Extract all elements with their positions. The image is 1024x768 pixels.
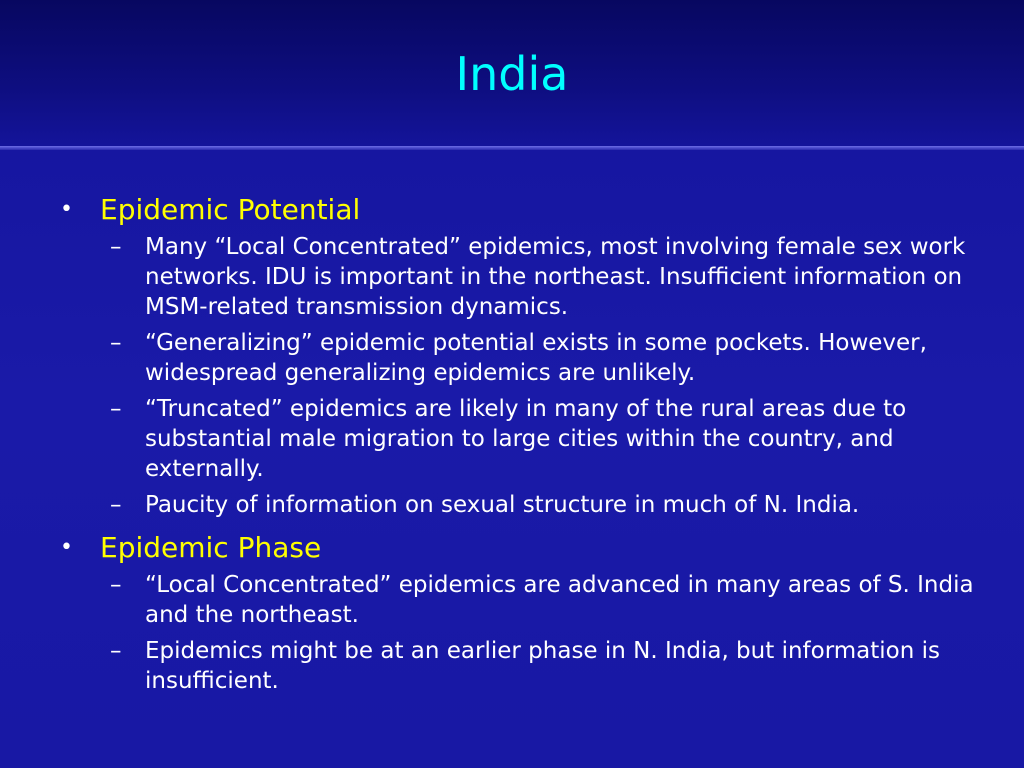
sub-item (60, 232, 980, 322)
dash-icon: – (110, 492, 122, 518)
title-divider (0, 146, 1024, 150)
sub-item (60, 636, 980, 696)
sub-item-text: “Local Concentrated” epidemics are advanced in many areas of S. India and the northeast. (145, 572, 974, 628)
sub-item-text: Epidemics might be at an earlier phase in N. India, but information is insufficient. (145, 638, 940, 694)
dash-icon: – (110, 396, 122, 422)
sub-item (60, 328, 980, 388)
dash-icon: – (110, 234, 122, 260)
bullet-heading: Epidemic Phase (100, 531, 322, 564)
sub-item-text: Many “Local Concentrated” epidemics, most involving female sex work networks. IDU is important in the northeast. Insufficient information on MSM-related transmission dynamics. (145, 234, 966, 320)
bullet-heading: Epidemic Potential (100, 193, 361, 226)
bullet-dot-icon: • (60, 197, 73, 222)
sub-item-text: Paucity of information on sexual structure in much of N. India. (145, 492, 860, 518)
sub-item-text: “Generalizing” epidemic potential exists in some pockets. However, widespread generalizing epidemics are unlikely. (145, 330, 927, 386)
slide-title: India (455, 47, 569, 101)
sub-item (60, 570, 980, 630)
bullet-epidemic-phase (60, 528, 980, 568)
sub-item-text: “Truncated” epidemics are likely in many of the rural areas due to substantial male migration to large cities within the country, and externally. (145, 396, 907, 482)
dash-icon: – (110, 330, 122, 356)
sub-item (60, 490, 980, 520)
slide-content (60, 190, 980, 704)
sub-list-epidemic-phase (60, 570, 980, 696)
bullet-epidemic-potential (60, 190, 980, 230)
sub-list-epidemic-potential (60, 232, 980, 520)
sub-item (60, 394, 980, 484)
dash-icon: – (110, 638, 122, 664)
bullet-dot-icon: • (60, 535, 73, 560)
dash-icon: – (110, 572, 122, 598)
